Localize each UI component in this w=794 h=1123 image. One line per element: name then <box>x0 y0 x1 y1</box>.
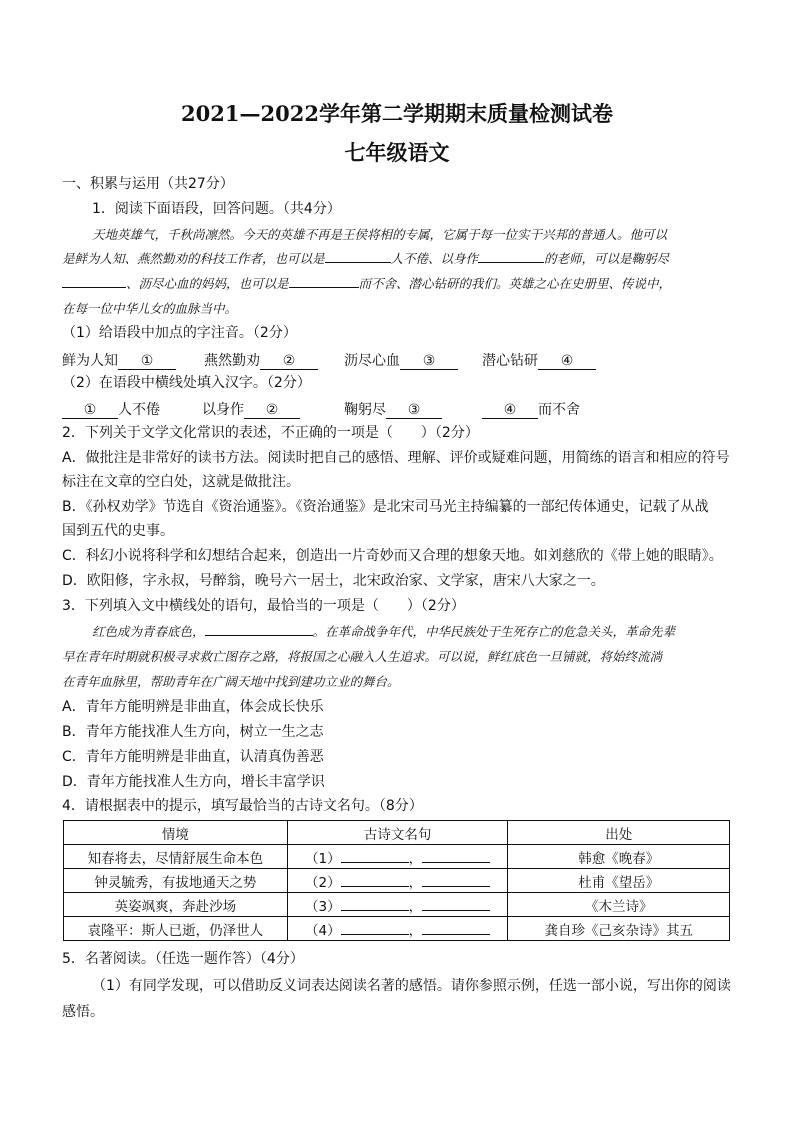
q3-option-b[interactable]: B．青年方能找准人生方向，树立一生之志 <box>62 724 324 740</box>
q3-option-c[interactable]: C．青年方能明辨是非曲直，认清真伪善恶 <box>62 749 324 765</box>
q1-passage-line: 、沥尽心血的妈妈，也可以是 而不舍、潜心钻研的我们。英雄之心在史册里、传说中， <box>62 275 734 293</box>
pinyin-blank[interactable]: ① <box>118 354 176 370</box>
pinyin-blank[interactable]: ③ <box>400 354 458 370</box>
answer-cell[interactable]: （2） ， <box>287 869 508 893</box>
scene-cell: 知春将去，尽情舒展生命本色 <box>64 845 288 869</box>
table-header: 出处 <box>508 821 730 845</box>
q2-option-b-cont: 国到五代的史事。 <box>62 523 174 539</box>
table-row <box>64 917 730 941</box>
answer-cell[interactable]: （3） ， <box>287 893 508 917</box>
pinyin-blank[interactable]: ④ <box>538 354 596 370</box>
exam-page: 2021—2022学年第二学期期末质量检测试卷 七年级语文 一、积累与运用（共27分） 1．阅读下面语段，回答问题。（共4分） 天地英雄气，千秋尚凛然。今天的英雄不再是王侯将相的专属，它属于每一位实干兴邦的普通人。他可以 是鲜为人知、燕然勤劝的科技工作者，也可以是 人不倦、以身作 的老师，可以是鞠躬尽 、沥尽心血的妈妈，也可以是 而不舍、潜心钻研的我们。英雄之心在史册里、传说中， 在每一位中华儿女的血脉当中。 （1）给语段中加点的字注音。（2分） 鲜为人知 ① 燕然勤劝 ② 沥尽心血 ③ 潜心钻研 ④ （2）在语段中横线处填入汉字。（2分） ① 人不倦 以身作 ② 鞠躬尽 ③ ④ 而不舍 2．下列关于文学文化常识的表述，不正确的一项是（ ）（2分） A．做批注是非常好的读书方法。阅读时把自己的感悟、理解、评价或疑难问题，用简练的语言和相应的符号 标注在文章的空白处，这就是做批注。 B．《孙权劝学》节选自《资治通鉴》。《资治通鉴》是北宋司马光主持编纂的一部纪传体通史，记载了从战 国到五代的史事。 C．科幻小说将科学和幻想结合起来，创造出一片奇妙而又合理的想象天地。如刘慈欣的《带上她的眼睛》。 D．欧阳修，字永叔，号醉翁，晚号六一居士，北宋政治家、文学家，唐宋八大家之一。 3．下列填入文中横线处的语句，最恰当的一项是（ ）（2分） 红色成为青春底色， 。在革命战争年代，中华民族处于生死存亡的危急关头，革命先辈 早在青年时期就积极寻求救亡图存之路，将报国之心融入人生追求。可以说，鲜红底色一旦铺就，将始终流淌 在青年血脉里，帮助青年在广阔天地中找到建功立业的舞台。 A．青年方能明辨是非曲直，体会成长快乐 B．青年方能找准人生方向，树立一生之志 C．青年方能明辨是非曲直，认清真伪善恶 D．青年方能找准人生方向，增长丰富学识 4．请根据表中的提示，填写最恰当的古诗文名句。（8分） 情境 古诗文名句 出处 知春将去，尽情舒展生命本色 （1） ， 韩愈《晚春》 钟灵毓秀，有拔地通天之势 （2） ， 杜甫《望岳》 英姿飒爽，奔赴沙场 （3） ， 《木兰诗》 袁隆平：斯人已逝，仍泽世人 （4） ， 龚自珍《己亥杂诗》其五 5．名著阅读。（任选一题作答）（4分） （1）有同学发现，可以借助反义词表达阅读名著的感悟。请你参照示例，任选一部小说，写出你的阅读 感悟。 <box>0 0 794 1123</box>
section-heading: 一、积累与运用（共27分） <box>62 176 234 192</box>
answer-cell[interactable]: （1） ， <box>287 845 508 869</box>
q1-heading: 1．阅读下面语段，回答问题。（共4分） <box>92 201 341 217</box>
table-header-row <box>64 821 730 845</box>
q3-passage-line: 红色成为青春底色， 。在革命战争年代，中华民族处于生死存亡的危急关头，革命先辈 <box>92 624 676 639</box>
q1-passage-line: 天地英雄气，千秋尚凛然。今天的英雄不再是王侯将相的专属，它属于每一位实干兴邦的普通人。他可以 <box>92 227 668 242</box>
q1-passage-line: 是鲜为人知、燕然勤劝的科技工作者，也可以是 人不倦、以身作 的老师，可以是鞠躬尽 <box>62 251 670 266</box>
poem-table <box>63 820 730 941</box>
exam-subtitle: 七年级语文 <box>344 140 450 165</box>
q3-option-d[interactable]: D．青年方能找准人生方向，增长丰富学识 <box>62 774 325 790</box>
q4-heading: 4．请根据表中的提示，填写最恰当的古诗文名句。（8分） <box>62 798 423 814</box>
fill-blank[interactable]: ② <box>244 403 300 419</box>
q5-line: 感悟。 <box>62 1004 104 1020</box>
q3-option-a[interactable]: A．青年方能明辨是非曲直，体会成长快乐 <box>62 699 324 715</box>
q1-sub2: （2）在语段中横线处填入汉字。（2分） <box>62 375 311 391</box>
exam-title: 2021—2022学年第二学期期末质量检测试卷 <box>181 101 613 126</box>
q5-line: （1）有同学发现，可以借助反义词表达阅读名著的感悟。请你参照示例，任选一部小说，写出你的阅读 <box>92 978 731 994</box>
source-cell: 《木兰诗》 <box>508 893 730 917</box>
q1-sub1: （1）给语段中加点的字注音。（2分） <box>62 325 297 341</box>
table-row <box>64 893 730 917</box>
table-header: 情境 <box>64 821 288 845</box>
table-row <box>64 869 730 893</box>
pinyin-blank[interactable]: ② <box>260 354 318 370</box>
q5-heading: 5．名著阅读。（任选一题作答）（4分） <box>62 951 304 967</box>
source-cell: 龚自珍《己亥杂诗》其五 <box>508 917 730 941</box>
answer-cell[interactable]: （4） ， <box>287 917 508 941</box>
table-row <box>64 845 730 869</box>
q2-option-d[interactable]: D．欧阳修，字永叔，号醉翁，晚号六一居士，北宋政治家、文学家，唐宋八大家之一。 <box>62 573 605 589</box>
q3-passage-line: 早在青年时期就积极寻求救亡图存之路，将报国之心融入人生追求。可以说，鲜红底色一旦铺就，将始终流淌 <box>62 649 663 664</box>
q2-heading: 2．下列关于文学文化常识的表述，不正确的一项是（ ）（2分） <box>62 425 479 441</box>
q3-passage-line: 在青年血脉里，帮助青年在广阔天地中找到建功立业的舞台。 <box>62 674 400 689</box>
q3-heading: 3．下列填入文中横线处的语句，最恰当的一项是（ ）（2分） <box>62 598 465 614</box>
scene-cell: 袁隆平：斯人已逝，仍泽世人 <box>64 917 288 941</box>
source-cell: 杜甫《望岳》 <box>508 869 730 893</box>
q2-option-b[interactable]: B．《孙权劝学》节选自《资治通鉴》。《资治通鉴》是北宋司马光主持编纂的一部纪传体通史，记载了从战 <box>62 499 709 515</box>
scene-cell: 英姿飒爽，奔赴沙场 <box>64 893 288 917</box>
q2-option-a[interactable]: A．做批注是非常好的读书方法。阅读时把自己的感悟、理解、评价或疑难问题，用简练的语言和相应的符号 <box>62 450 730 466</box>
q2-option-a-cont: 标注在文章的空白处，这就是做批注。 <box>62 474 300 490</box>
fill-blank[interactable]: ③ <box>386 403 442 419</box>
q2-option-c[interactable]: C．科幻小说将科学和幻想结合起来，创造出一片奇妙而又合理的想象天地。如刘慈欣的《带上她的眼睛》。 <box>62 548 723 564</box>
fill-blank[interactable]: ① <box>62 403 118 419</box>
q1-passage-line: 在每一位中华儿女的血脉当中。 <box>62 301 238 316</box>
scene-cell: 钟灵毓秀，有拔地通天之势 <box>64 869 288 893</box>
fill-blank[interactable]: ④ <box>482 403 538 419</box>
source-cell: 韩愈《晚春》 <box>508 845 730 869</box>
table-header: 古诗文名句 <box>287 821 508 845</box>
